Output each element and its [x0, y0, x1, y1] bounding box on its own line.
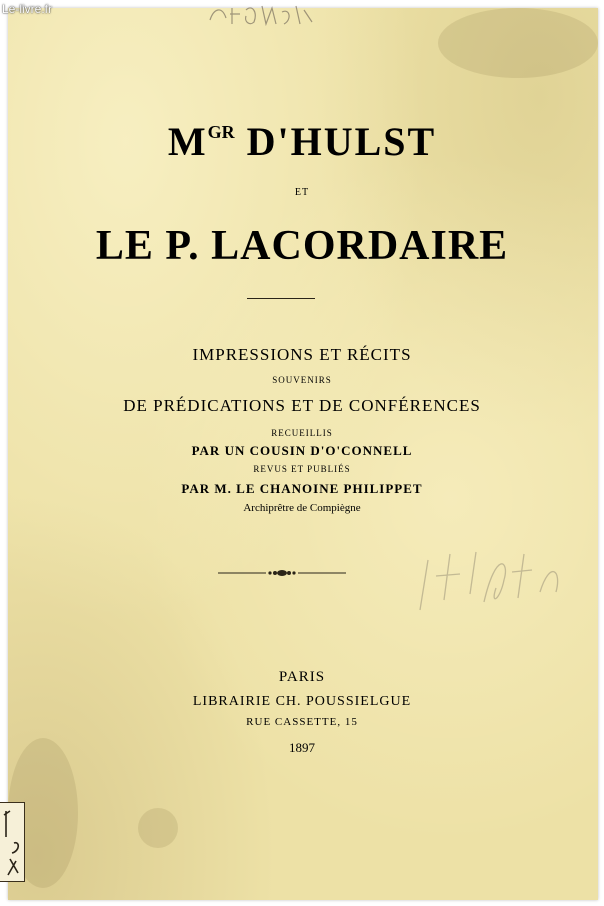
subtitle-line-3: PAR UN COUSIN D'O'CONNELL — [191, 443, 413, 458]
subtitle-small-1: SOUVENIRS — [272, 375, 332, 385]
handwritten-pencil-mark — [200, 0, 320, 30]
title-divider — [247, 298, 315, 299]
ornament-divider — [218, 566, 346, 580]
subtitle-small-4: Archiprêtre de Compiègne — [243, 502, 361, 514]
publication-year: 1897 — [289, 740, 315, 755]
title-name-1: D'HULST — [234, 119, 437, 164]
library-label-sticker — [0, 802, 25, 882]
subtitle-line-2: DE PRÉDICATIONS ET DE CONFÉRENCES — [123, 396, 481, 415]
title-line-1 — [0, 118, 604, 165]
subtitle-small-2: RECUEILLIS — [271, 428, 333, 438]
subtitle-line-1: IMPRESSIONS ET RÉCITS — [192, 345, 412, 364]
publisher-address: RUE CASSETTE, 15 — [246, 716, 358, 728]
publisher-name: LIBRAIRIE CH. POUSSIELGUE — [192, 694, 412, 709]
publisher-city: PARIS — [278, 669, 326, 685]
subtitle-small-3: REVUS ET PUBLIÉS — [253, 464, 351, 474]
title-conjunction: ET — [294, 187, 310, 198]
paper-stain — [138, 808, 178, 848]
title-prefix: M — [167, 119, 208, 164]
title-line-2: LE P. LACORDAIRE — [95, 223, 509, 269]
subtitle-line-4: PAR M. LE CHANOINE PHILIPPET — [181, 481, 423, 496]
title-prefix-superscript: GR — [207, 122, 235, 142]
paper-stain — [438, 8, 598, 78]
handwritten-label-mark — [0, 803, 24, 881]
handwritten-pencil-mark — [400, 540, 570, 620]
watermark: Le-livre.fr — [2, 2, 53, 16]
